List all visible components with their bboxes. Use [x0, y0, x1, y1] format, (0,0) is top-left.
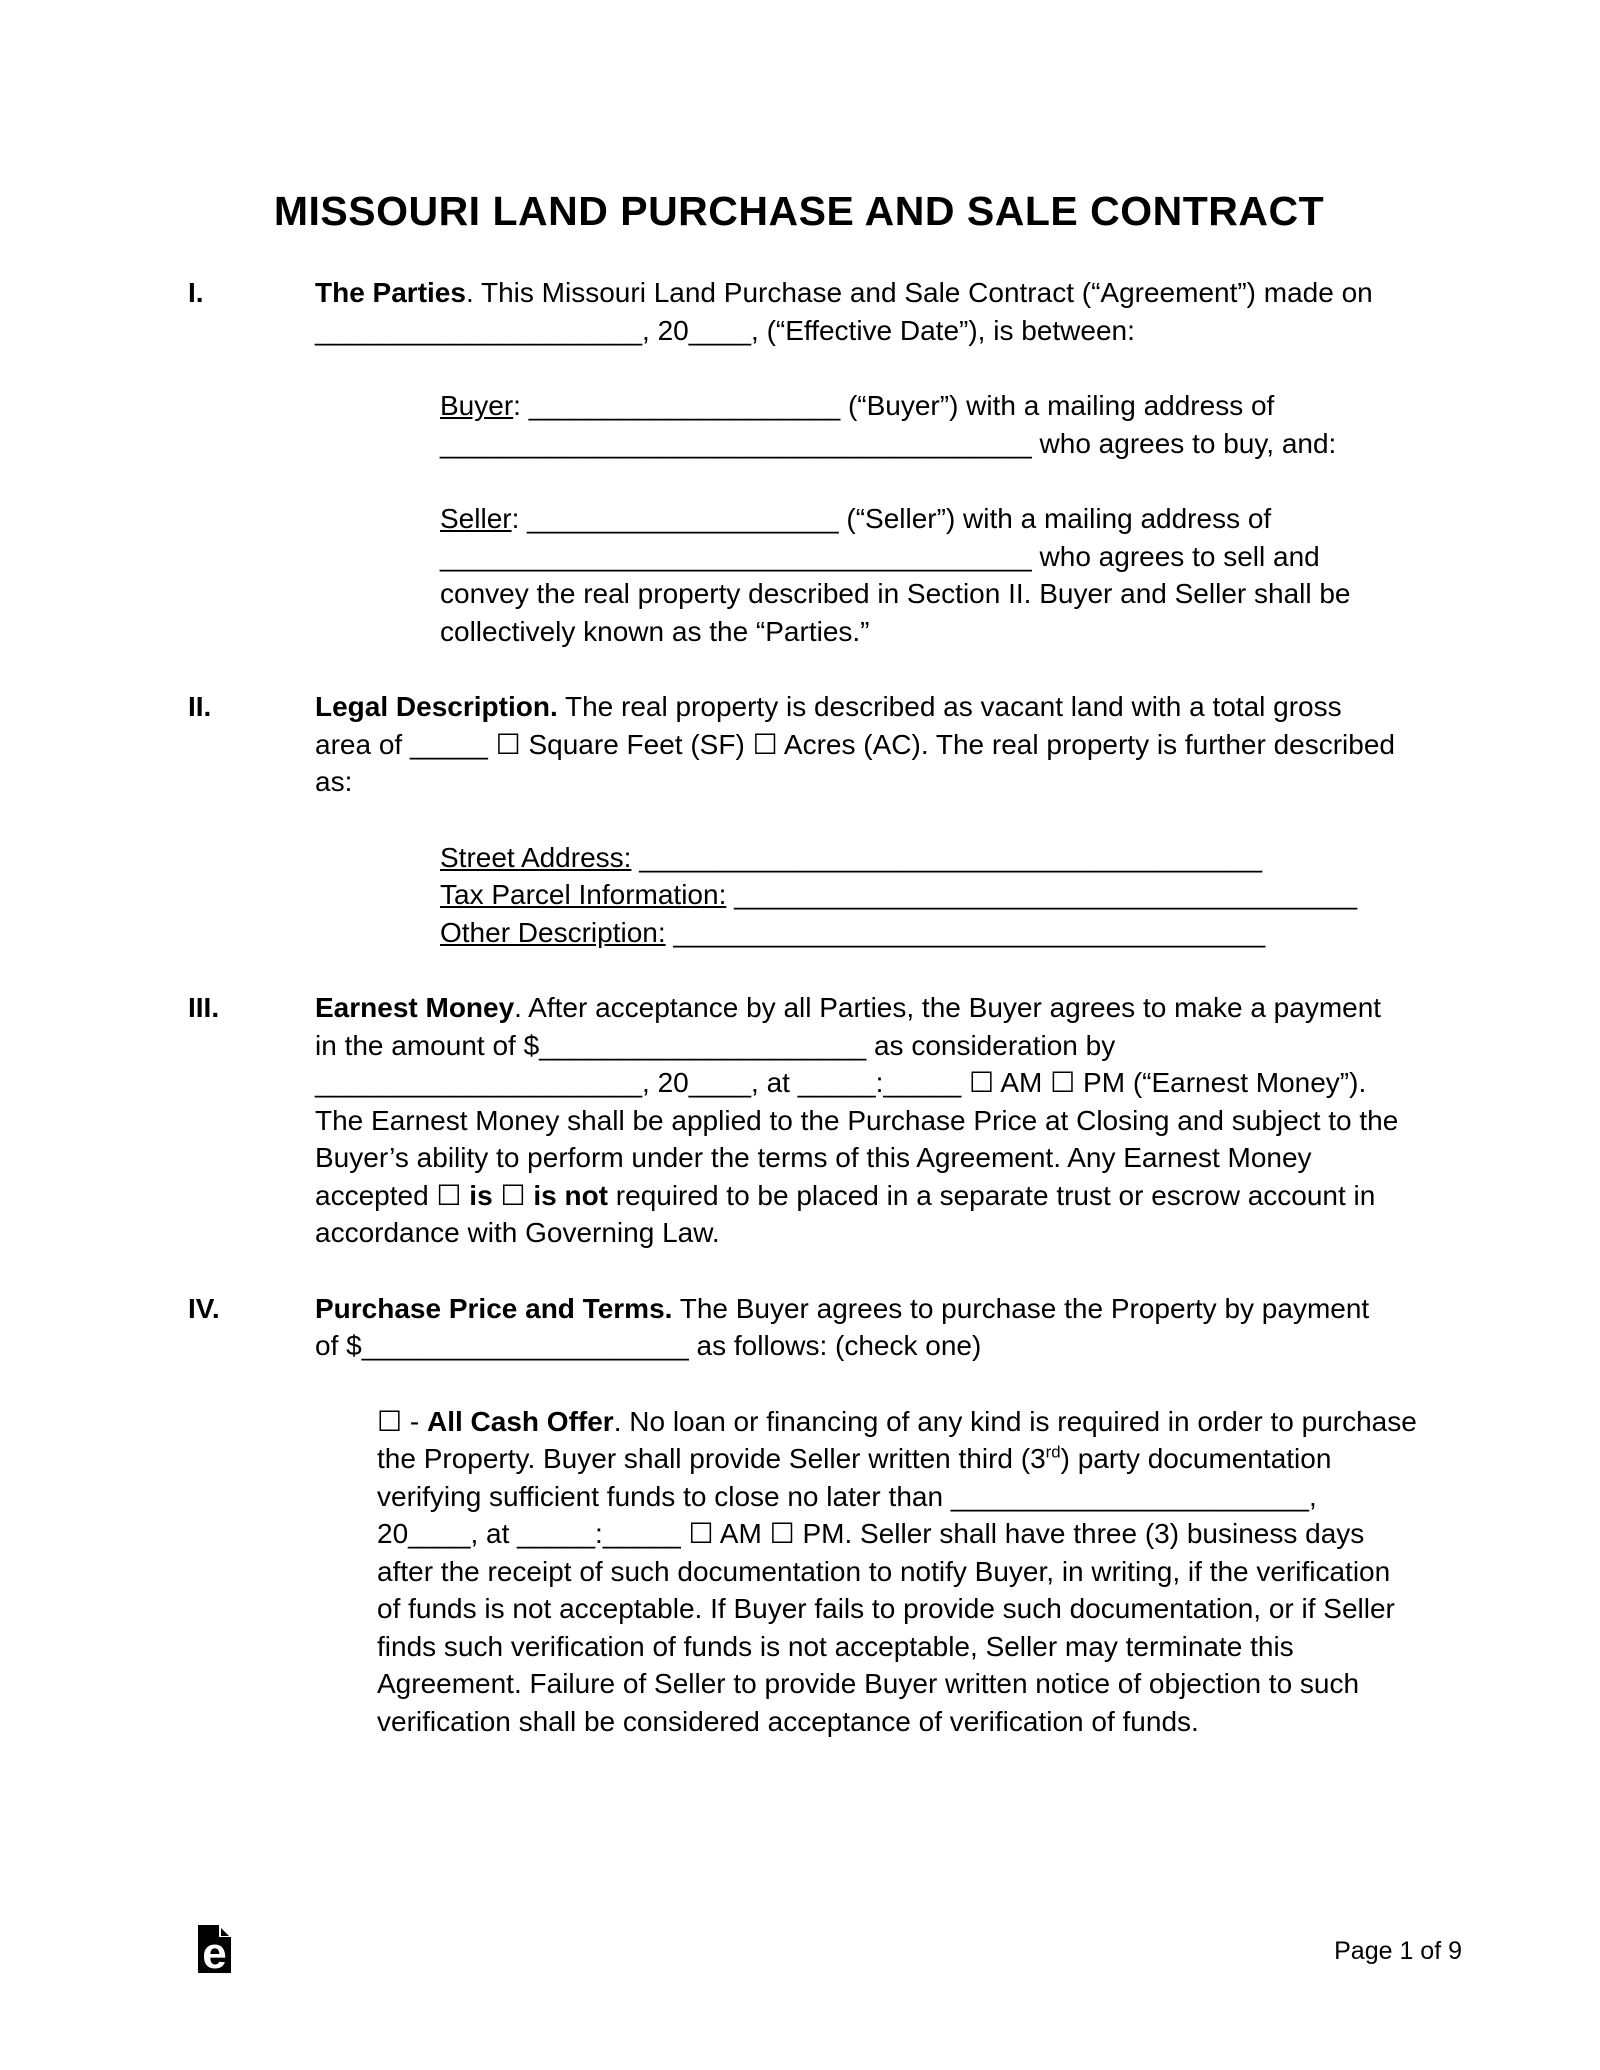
cash-date-blank[interactable]: _______________________	[950, 1480, 1309, 1512]
buyer-text: (“Buyer”) with a mailing address of	[840, 390, 1275, 421]
street-address-blank[interactable]: ________________________________________	[639, 841, 1263, 873]
tax-parcel-blank[interactable]: ________________________________________	[734, 879, 1358, 910]
legal-text: Square Feet (SF)	[520, 728, 753, 760]
price-text: as follows: (check one)	[688, 1330, 982, 1361]
earnest-year-blank[interactable]: ____	[688, 1067, 752, 1098]
cash-text: PM. Seller shall have three (3) business days after the receipt of such documentation to notify Buyer, in writing, if the verification of funds is not acceptable. If Buyer fails to provide such documentation, or if Seller finds such verification of funds is not acceptable, Seller may terminate this Agreement. Failure of Seller to provide Buyer written notice of objection to such verification shall be considered acceptance of verification of funds.	[377, 1518, 1395, 1737]
section-numeral-iv: IV.	[188, 1292, 220, 1324]
acres-checkbox[interactable]: ☐	[752, 727, 778, 761]
parties-intro-text: . This Missouri Land Purchase and Sale Contract (“Agreement”) made on	[465, 277, 1373, 308]
parties-intro-paragraph	[315, 274, 1400, 349]
tax-parcel-line	[440, 876, 1410, 914]
cash-text: ) party documentation verifying sufficient funds to close no later than	[377, 1443, 1332, 1512]
buyer-paragraph	[440, 387, 1410, 462]
earnest-minute-blank[interactable]: _____	[883, 1067, 970, 1098]
legal-text: The real property is described as vacant land with a total gross area of	[315, 691, 1342, 760]
square-feet-checkbox[interactable]: ☐	[495, 727, 521, 761]
street-address-line	[440, 839, 1410, 877]
tax-parcel-label: Tax Parcel Information:	[440, 879, 727, 910]
cash-hour-blank[interactable]: _____	[517, 1518, 596, 1549]
street-address-label: Street Address:	[440, 841, 632, 873]
purchase-price-blank[interactable]: _____________________	[361, 1330, 689, 1361]
seller-name-blank[interactable]: ____________________	[527, 503, 839, 534]
parties-intro-text: , 20	[642, 314, 689, 346]
section-numeral-i: I.	[188, 277, 204, 308]
seller-label: Seller	[440, 503, 512, 534]
cash-text: , 20	[377, 1480, 1317, 1549]
document-title: MISSOURI LAND PURCHASE AND SALE CONTRACT	[273, 188, 1325, 234]
ordinal-superscript: rd	[1045, 1442, 1061, 1462]
section-numeral-iii: III.	[188, 992, 220, 1023]
all-cash-offer-block	[377, 1403, 1417, 1741]
other-description-blank[interactable]: ______________________________________	[673, 916, 1266, 948]
cash-text: AM	[713, 1518, 770, 1549]
effective-year-blank[interactable]: ____	[688, 314, 752, 346]
buyer-label: Buyer	[440, 390, 514, 421]
property-description-block	[440, 839, 1410, 952]
other-description-line	[440, 914, 1410, 952]
price-text: The Buyer agrees to purchase the Property by payment of $	[315, 1292, 1370, 1361]
buyer-text: who agrees to buy, and:	[1031, 427, 1337, 459]
earnest-am-checkbox[interactable]: ☐	[969, 1066, 995, 1099]
earnest-money-heading: Earnest Money	[315, 992, 515, 1023]
cash-text: :	[595, 1518, 603, 1549]
section-the-parties	[188, 274, 1410, 349]
earnest-is-not-checkbox[interactable]: ☐	[500, 1178, 526, 1212]
spacer	[726, 879, 734, 910]
earnest-text: :	[875, 1067, 884, 1098]
earnest-text: as consideration by	[866, 1029, 1116, 1061]
section-numeral-ii: II.	[188, 691, 212, 722]
seller-text: (“Seller”) with a mailing address of	[838, 503, 1272, 534]
earnest-money-paragraph	[315, 989, 1400, 1252]
seller-label-separator: :	[511, 503, 528, 534]
eforms-logo-icon	[197, 1924, 232, 1974]
document-content	[188, 188, 1417, 1778]
cash-text: , at	[470, 1518, 518, 1549]
earnest-hour-blank[interactable]: _____	[797, 1067, 876, 1098]
legal-text: Acres (AC). The real property is further described as:	[315, 728, 1395, 797]
other-description-label: Other Description:	[440, 916, 666, 948]
purchase-price-paragraph	[315, 1290, 1400, 1365]
earnest-is-checkbox[interactable]: ☐	[436, 1178, 462, 1212]
earnest-text: PM (“Earnest Money”). The Earnest Money shall be applied to the Purchase Price at Closing and subject to the Buyer’s ability to perform under the terms of this Agreement. Any Earnest Money accepted	[315, 1067, 1399, 1211]
cash-text: . No loan or financing of any kind is required in order to purchase the Property. Buyer shall provide Seller written third (3	[377, 1405, 1417, 1474]
cash-minute-blank[interactable]: _____	[602, 1518, 689, 1549]
seller-text: who agrees to sell and convey the real property described in Section II. Buyer and Seller shall be collectively known as the “Parties.”	[440, 540, 1351, 647]
cash-year-blank[interactable]: ____	[408, 1518, 471, 1549]
earnest-is-label: is	[461, 1179, 501, 1211]
buyer-block	[440, 387, 1410, 462]
earnest-pm-checkbox[interactable]: ☐	[1050, 1066, 1076, 1099]
legal-description-heading: Legal Description.	[315, 691, 558, 722]
seller-paragraph	[440, 500, 1410, 650]
cash-text: -	[402, 1405, 427, 1437]
svg-text:e: e	[202, 1929, 227, 1974]
buyer-name-blank[interactable]: ____________________	[528, 390, 841, 421]
seller-address-blank[interactable]: ______________________________________	[440, 540, 1032, 572]
all-cash-offer-checkbox[interactable]: ☐	[377, 1404, 403, 1438]
all-cash-offer-paragraph	[377, 1403, 1417, 1741]
legal-description-paragraph	[315, 688, 1400, 801]
earnest-is-not-label: is not	[525, 1179, 609, 1211]
buyer-label-separator: :	[513, 390, 529, 421]
section-legal-description	[188, 688, 1410, 801]
earnest-text: required to be placed in a separate trust or escrow account in accordance with Governing Law.	[315, 1179, 1376, 1248]
purchase-price-heading: Purchase Price and Terms.	[315, 1292, 673, 1324]
parties-heading: The Parties	[315, 277, 466, 308]
seller-block	[440, 500, 1410, 650]
page-number: Page 1 of 9	[1334, 1937, 1462, 1965]
section-earnest-money	[188, 989, 1410, 1252]
earnest-text: AM	[994, 1067, 1051, 1098]
cash-am-checkbox[interactable]: ☐	[688, 1517, 714, 1550]
parties-intro-text: , (“Effective Date”), is between:	[751, 314, 1135, 346]
buyer-address-blank[interactable]: ______________________________________	[440, 427, 1032, 459]
earnest-text: , at	[751, 1067, 798, 1098]
all-cash-offer-heading: All Cash Offer	[427, 1405, 614, 1437]
effective-date-blank[interactable]: _____________________	[315, 314, 643, 346]
earnest-text: . After acceptance by all Parties, the Buyer agrees to make a payment in the amount of $	[315, 992, 1382, 1061]
section-purchase-price	[188, 1290, 1410, 1365]
earnest-text: , 20	[642, 1067, 689, 1098]
gross-area-blank[interactable]: _____	[409, 728, 496, 760]
earnest-amount-blank[interactable]: _____________________	[539, 1029, 867, 1061]
cash-pm-checkbox[interactable]: ☐	[769, 1517, 795, 1550]
earnest-date-blank[interactable]: _____________________	[315, 1067, 643, 1098]
